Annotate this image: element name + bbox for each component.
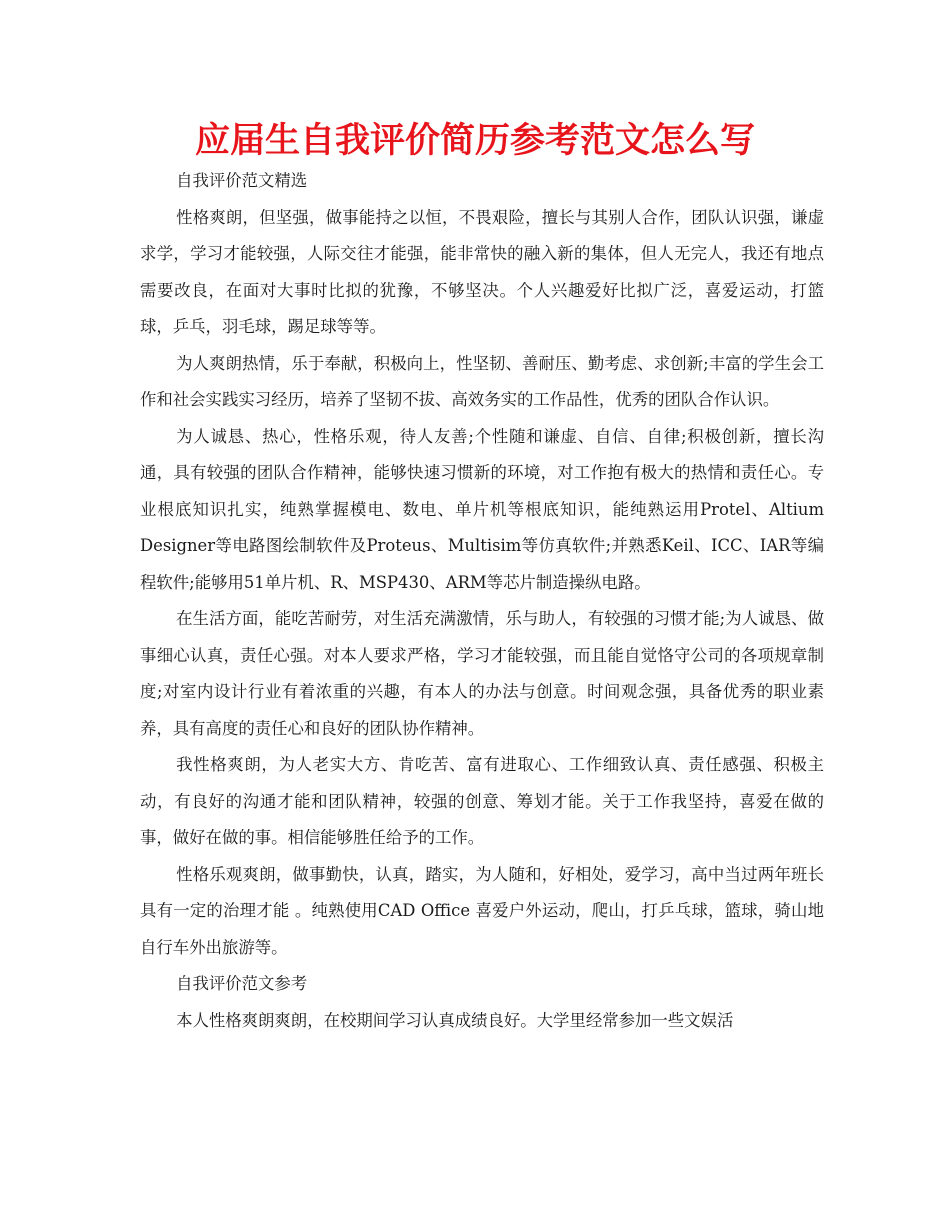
- section-heading-selected: 自我评价范文精选: [176, 171, 308, 190]
- document-body: [140, 163, 824, 1039]
- section-heading-reference: 自我评价范文参考: [176, 974, 308, 993]
- paragraph-3: 为人诚恳、热心，性格乐观，待人友善;个性随和谦虚、自信、自律;积极创新，擅长沟通，具有较强的团队合作精神，能够快速习惯新的环境，对工作抱有极大的热情和责任心。专业根底知识扎实，纯熟掌握模电、数电、单片机等根底知识，能纯熟运用Protel、Altium Designer等电路图绘制软件及Proteus、Multisim等仿真软件;并熟悉Keil、ICC、IAR等编程软件;能够用51单片机、R、MSP430、ARM等芯片制造操纵电路。: [140, 426, 824, 592]
- paragraph-6: 性格乐观爽朗，做事勤快，认真，踏实，为人随和，好相处，爱学习，高中当过两年班长具有一定的治理才能 。纯熟使用CAD Office 喜爱户外运动，爬山，打乒乓球，篮球，骑山地自行车外出旅游等。: [140, 864, 824, 957]
- paragraph-5: 我性格爽朗，为人老实大方、肯吃苦、富有进取心、工作细致认真、责任感强、积极主动，有良好的沟通才能和团队精神，较强的创意、筹划才能。关于工作我坚持，喜爱在做的事，做好在做的事。相信能够胜任给予的工作。: [140, 755, 824, 847]
- paragraph-7: 本人性格爽朗爽朗，在校期间学习认真成绩良好。大学里经常参加一些文娱活: [176, 1010, 734, 1030]
- paragraph-1: 性格爽朗，但坚强，做事能持之以恒，不畏艰险，擅长与其别人合作，团队认识强，谦虚求学，学习才能较强，人际交往才能强，能非常快的融入新的集体，但人无完人，我还有地点需要改良，在面对大事时比拟的犹豫，不够坚决。个人兴趣爱好比拟广泛，喜爱运动，打篮球，乒乓，羽毛球，踢足球等等。: [140, 207, 824, 336]
- paragraph-2: 为人爽朗热情，乐于奉献，积极向上，性坚韧、善耐压、勤考虑、求创新;丰富的学生会工作和社会实践实习经历，培养了坚韧不拔、高效务实的工作品性，优秀的团队合作认识。: [140, 353, 824, 409]
- document-title: 应届生自我评价简历参考范文怎么写: [194, 121, 755, 161]
- paragraph-4: 在生活方面，能吃苦耐劳，对生活充满激情，乐与助人，有较强的习惯才能;为人诚恳、做事细心认真，责任心强。对本人要求严格，学习才能较强，而且能自觉恪守公司的各项规章制度;对室内设计行业有着浓重的兴趣，有本人的办法与创意。时间观念强，具备优秀的职业素养，具有高度的责任心和良好的团队协作精神。: [140, 609, 824, 738]
